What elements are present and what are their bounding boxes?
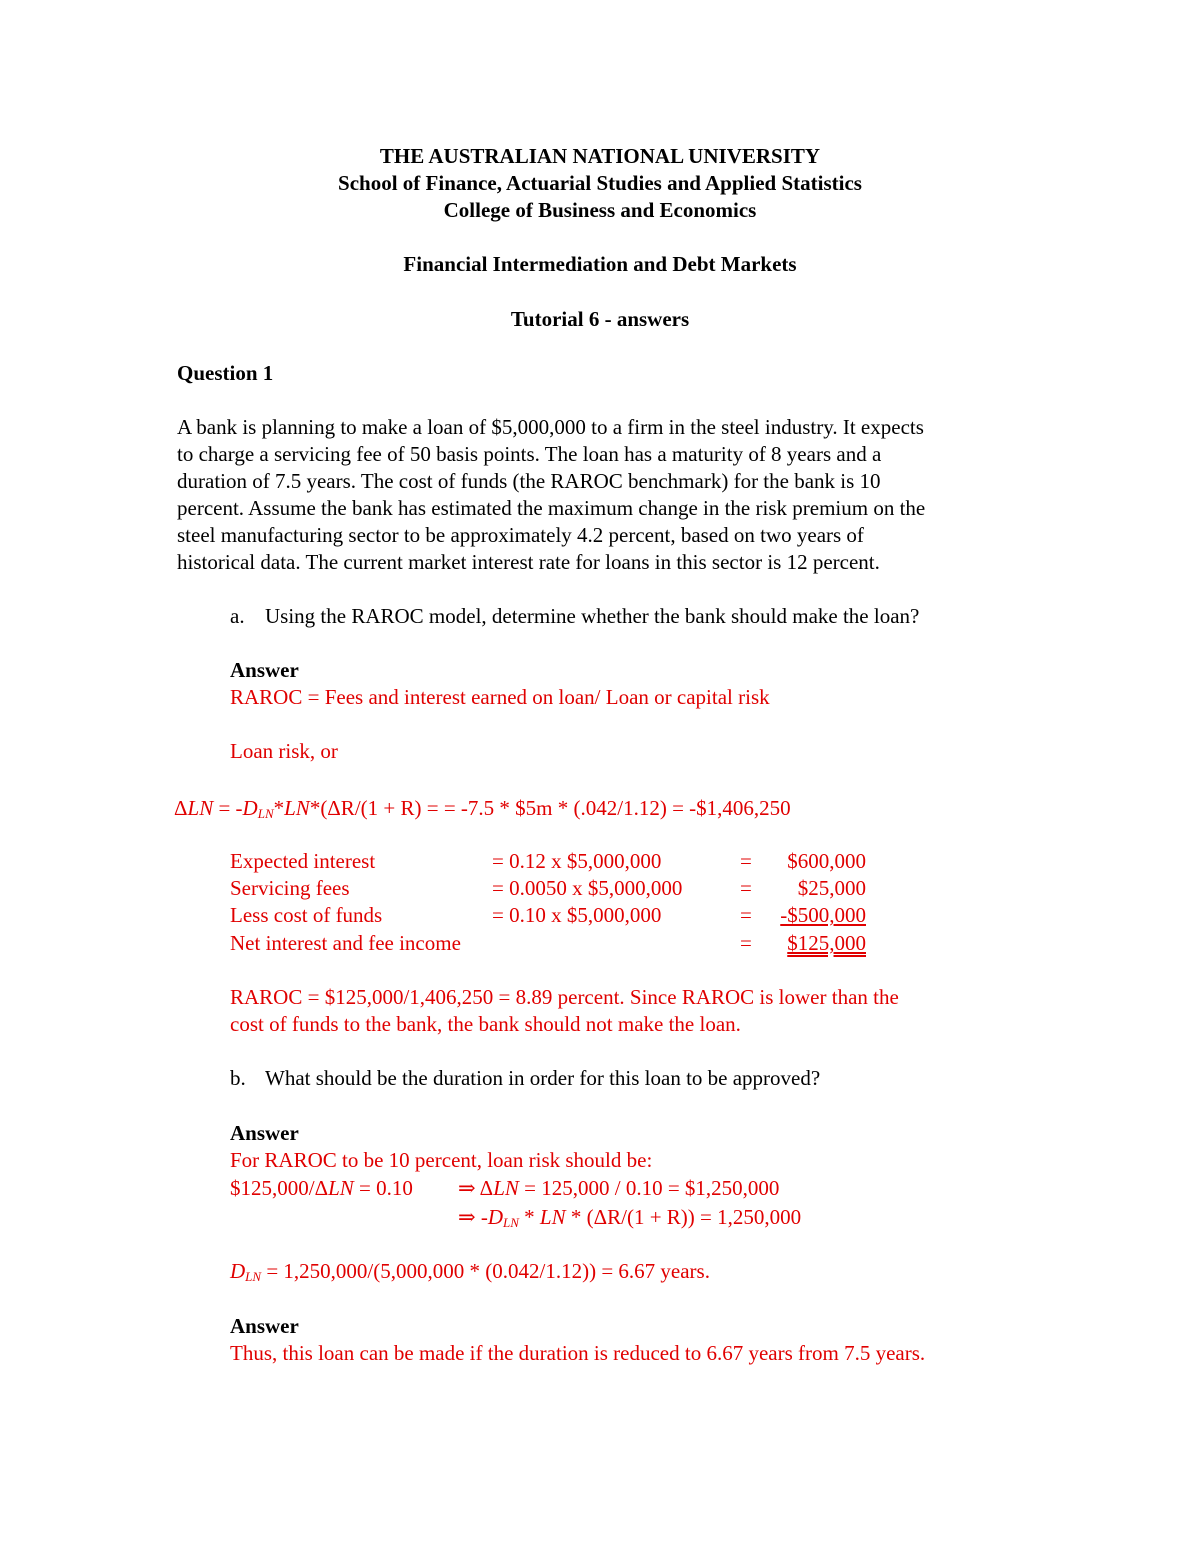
table-value: $125,000 xyxy=(787,931,866,955)
loan-risk-label: Loan risk, or xyxy=(230,739,338,763)
duration-formula xyxy=(174,795,791,822)
table-eq: = xyxy=(740,931,752,955)
formula-sub: LN xyxy=(257,806,274,821)
eq-d: D xyxy=(487,1205,504,1229)
table-eq: = xyxy=(740,876,752,900)
formula-rest: *(ΔR/(1 + R) = = -7.5 * $5m * (.042/1.12) = -$1,406,250 xyxy=(309,796,791,820)
question-line: duration of 7.5 years. The cost of funds (the RAROC benchmark) for the bank is 10 xyxy=(177,469,881,493)
eq-mid: = 0.10 xyxy=(353,1176,413,1200)
formula-ln: LN xyxy=(187,796,214,820)
question-line: steel manufacturing sector to be approximately 4.2 percent, based on two years of xyxy=(177,523,864,547)
table-calc: = 0.0050 x $5,000,000 xyxy=(492,876,683,900)
part-b-marker: b. xyxy=(230,1066,246,1090)
question-line: percent. Assume the bank has estimated the maximum change in the risk premium on the xyxy=(177,496,926,520)
table-value: -$500,000 xyxy=(780,903,866,927)
tutorial-title: Tutorial 6 - answers xyxy=(510,307,690,331)
eq-pre: $125,000/Δ xyxy=(230,1176,329,1200)
eq-sub: LN xyxy=(503,1215,519,1230)
formula-star: * xyxy=(273,796,285,820)
eq-sub: LN xyxy=(245,1269,262,1284)
college-name: College of Business and Economics xyxy=(443,198,757,222)
table-label: Servicing fees xyxy=(230,876,350,900)
duration-implication xyxy=(458,1204,801,1231)
course-title: Financial Intermediation and Debt Markets xyxy=(403,252,797,276)
table-value: $25,000 xyxy=(797,876,866,900)
table-eq: = xyxy=(740,903,752,927)
raroc-definition: RAROC = Fees and interest earned on loan/ Loan or capital risk xyxy=(230,685,770,709)
eq-ln2: LN xyxy=(493,1176,519,1200)
table-label: Less cost of funds xyxy=(230,903,383,927)
eq-ln: LN xyxy=(539,1205,566,1229)
formula-eq: = - xyxy=(213,796,243,820)
loan-risk-equation xyxy=(230,1175,413,1202)
school-name: School of Finance, Actuarial Studies and Applied Statistics xyxy=(338,171,862,195)
answer-label: Answer xyxy=(230,658,299,682)
university-title: THE AUSTRALIAN NATIONAL UNIVERSITY xyxy=(379,144,821,168)
answer-label: Answer xyxy=(230,1314,299,1338)
eq-post: * (ΔR/(1 + R)) = 1,250,000 xyxy=(565,1205,802,1229)
question-line: historical data. The current market interest rate for loans in this sector is 12 percent. xyxy=(177,550,880,574)
table-label: Expected interest xyxy=(230,849,376,873)
part-a-marker: a. xyxy=(230,604,245,628)
question-line: to charge a servicing fee of 50 basis points. The loan has a maturity of 8 years and a xyxy=(177,442,882,466)
final-answer: Thus, this loan can be made if the duration is reduced to 6.67 years from 7.5 years. xyxy=(230,1341,926,1365)
formula-ln2: LN xyxy=(284,796,310,820)
table-value: $600,000 xyxy=(787,849,866,873)
part-b-question: What should be the duration in order for this loan to be approved? xyxy=(265,1066,821,1090)
eq-post: = 125,000 / 0.10 = $1,250,000 xyxy=(518,1176,780,1200)
formula-delta: Δ xyxy=(174,796,188,820)
implies-arrow: ⇒ - xyxy=(458,1205,488,1229)
eq-post: = 1,250,000/(5,000,000 * (0.042/1.12)) = 6.67 years. xyxy=(261,1259,710,1283)
table-calc: = 0.12 x $5,000,000 xyxy=(492,849,662,873)
duration-result xyxy=(230,1258,710,1285)
loan-risk-implication xyxy=(458,1175,779,1202)
part-a-question: Using the RAROC model, determine whether the bank should make the loan? xyxy=(265,604,920,628)
loan-risk-requirement: For RAROC to be 10 percent, loan risk should be: xyxy=(230,1148,653,1172)
eq-mid: * xyxy=(518,1205,540,1229)
eq-ln: LN xyxy=(328,1176,354,1200)
eq-d: D xyxy=(230,1259,246,1283)
question-title: Question 1 xyxy=(177,361,274,385)
conclusion-line: cost of funds to the bank, the bank should not make the loan. xyxy=(230,1012,741,1036)
table-eq: = xyxy=(740,849,752,873)
answer-label: Answer xyxy=(230,1121,299,1145)
implies-arrow: ⇒ Δ xyxy=(458,1176,494,1200)
question-line: A bank is planning to make a loan of $5,000,000 to a firm in the steel industry. It expects xyxy=(177,415,924,439)
table-calc: = 0.10 x $5,000,000 xyxy=(492,903,662,927)
formula-d: D xyxy=(242,796,258,820)
table-label: Net interest and fee income xyxy=(230,931,461,955)
conclusion-line: RAROC = $125,000/1,406,250 = 8.89 percent. Since RAROC is lower than the xyxy=(230,985,899,1009)
